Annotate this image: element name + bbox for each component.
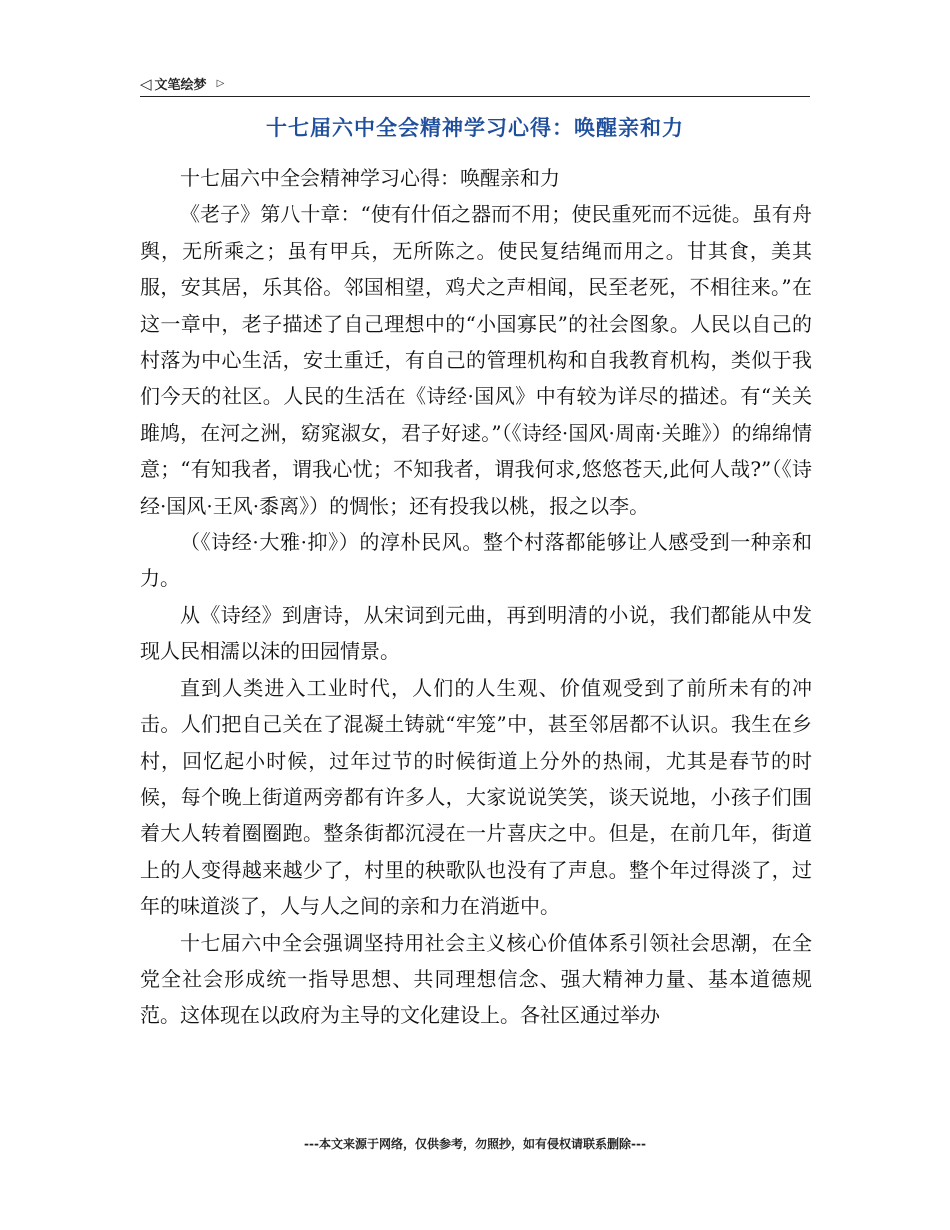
- paragraph: 十七届六中全会精神学习心得：唤醒亲和力: [180, 166, 560, 190]
- paragraph: 十七届六中全会强调坚持用社会主义核心价值体系引领社会思潮，在全党全社会形成统一指导思想、共同理想信念、强大精神力量、基本道德规范。这体现在以政府为主导的文化建设上。各社区通过举办: [140, 930, 812, 1028]
- triangle-right-icon: ▷: [216, 78, 225, 89]
- paragraph: （《诗经·大雅·抑》）的淳朴民风。整个村落都能够让人感受到一种亲和力。: [140, 530, 812, 591]
- document-title: 十七届六中全会精神学习心得：唤醒亲和力: [266, 116, 684, 140]
- paragraph: 从《诗经》到唐诗，从宋词到元曲，再到明清的小说，我们都能从中发现人民相濡以沫的田园情景。: [140, 602, 812, 664]
- document-body: [140, 160, 812, 1034]
- triangle-left-icon: ◁: [140, 74, 152, 93]
- brand-mark: [140, 74, 224, 93]
- page-header: [140, 72, 810, 97]
- paragraph: 直到人类进入工业时代，人们的人生观、价值观受到了前所未有的冲击。人们把自己关在了混凝土铸就“牢笼”中，甚至邻居都不认识。我生在乡村，回忆起小时候，过年过节的时候街道上分外的热闹，尤其是春节的时候，每个晚上街道两旁都有许多人，大家说说笑笑，谈天说地，小孩子们围着大人转着圈圈跑。整条街都沉浸在一片喜庆之中。但是，在前几年，街道上的人变得越来越少了，村里的秧歌队也没有了声息。整个年过得淡了，过年的味道淡了，人与人之间的亲和力在消逝中。: [140, 675, 812, 919]
- paragraph: 《老子》第八十章：“使有什佰之器而不用；使民重死而不远徙。虽有舟舆，无所乘之；虽有甲兵，无所陈之。使民复结绳而用之。甘其食，美其服，安其居，乐其俗。邻国相望，鸡犬之声相闻，民至老死，不相往来。”在这一章中，老子描述了自己理想中的“小国寡民”的社会图象。人民以自己的村落为中心生活，安土重迁，有自己的管理机构和自我教育机构，类似于我们今天的社区。人民的生活在《诗经·国风》中有较为详尽的描述。有“关关雎鸠，在河之洲，窈窕淑女，君子好逑。”（《诗经·国风·周南·关雎》）的绵绵情意；“有知我者，谓我心忧；不知我者，谓我何求,悠悠苍天,此何人哉?”（《诗经·国风·王风·黍离》）的惆怅；还有投我以桃，报之以李。: [140, 202, 812, 518]
- brand-name: 文笔绘梦: [154, 78, 207, 93]
- page-footer-disclaimer: ---本文来源于网络，仅供参考，勿照抄，如有侵权请联系删除---: [304, 1137, 646, 1151]
